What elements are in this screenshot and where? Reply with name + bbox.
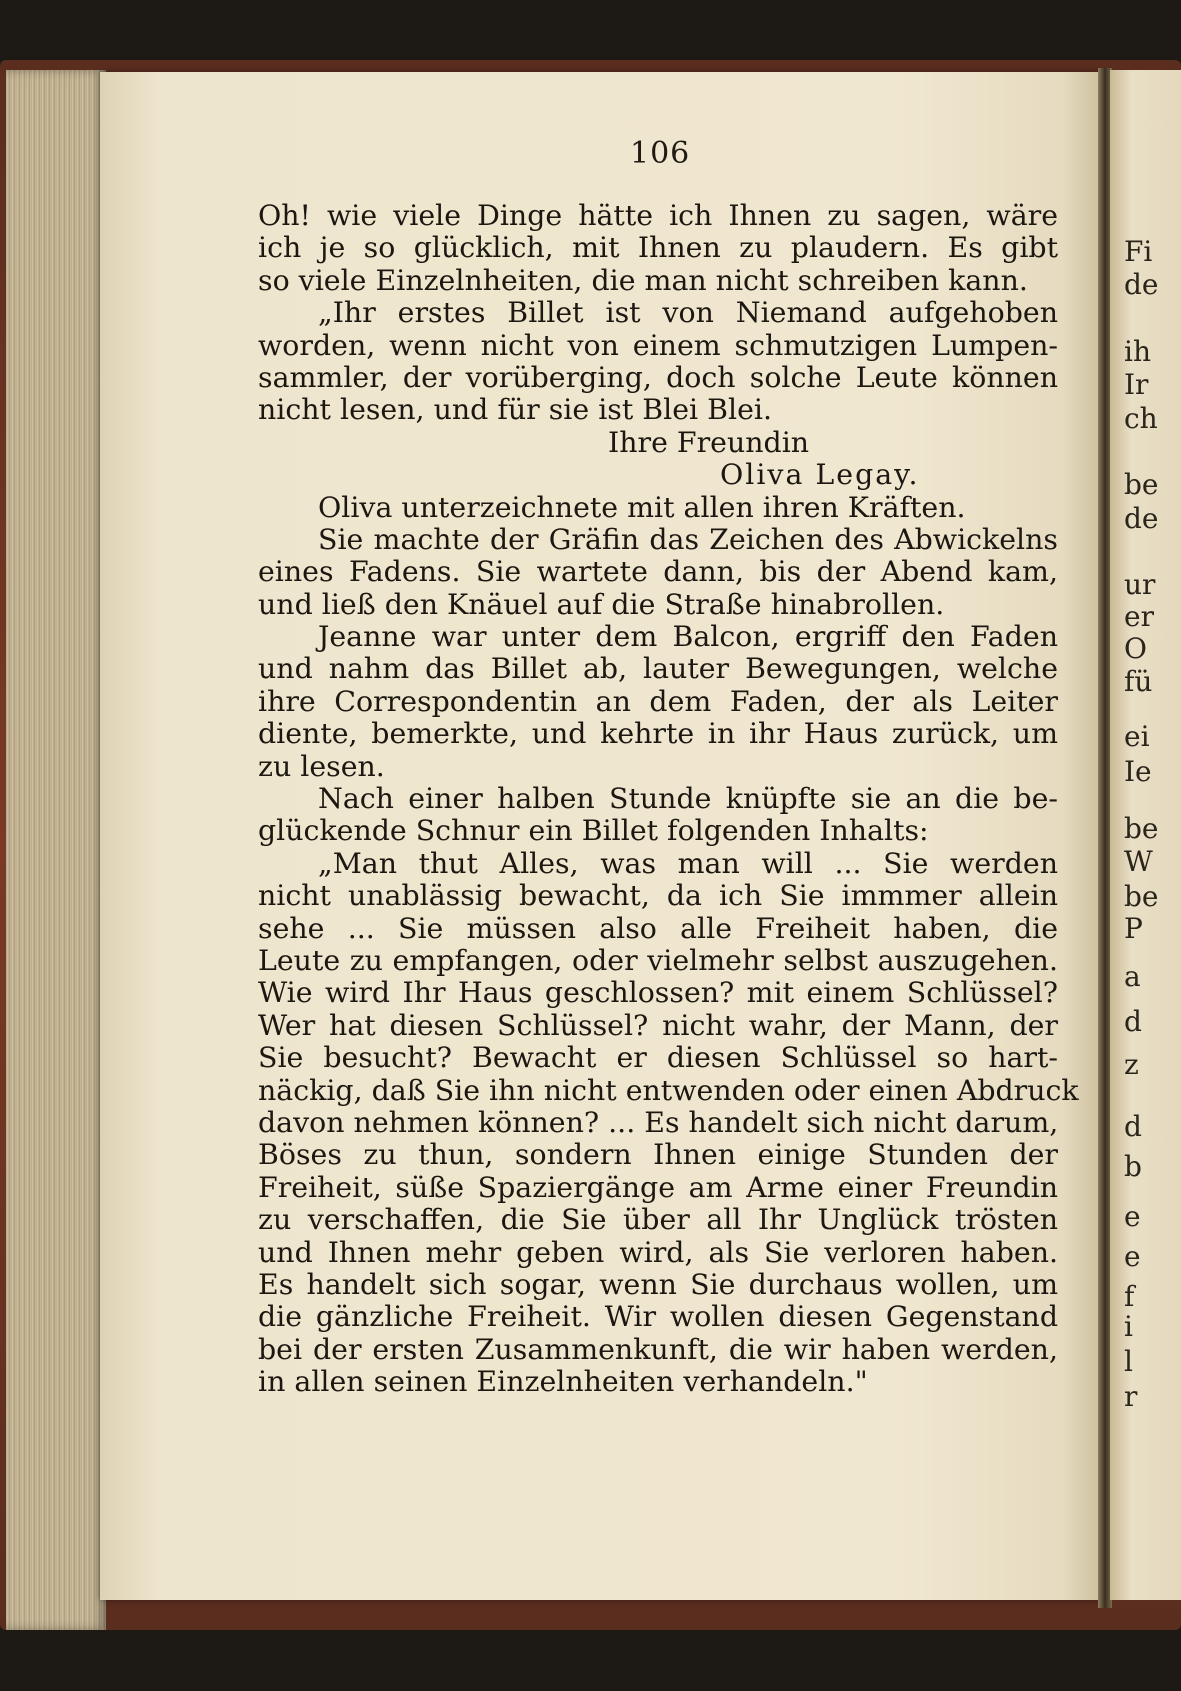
text-line: Wie wird Ihr Haus geschlossen? mit einem Schlüssel? — [258, 976, 1058, 1010]
facing-page-letter: a — [1124, 960, 1141, 993]
facing-page-letter: er — [1124, 600, 1154, 633]
facing-page-letter: de — [1124, 268, 1159, 301]
text-line: eines Fadens. Sie wartete dann, bis der Abend kam, — [258, 555, 1058, 589]
text-line: Böses zu thun, sondern Ihnen einige Stunden der — [258, 1138, 1058, 1172]
text-line: Sie machte der Gräfin das Zeichen des Abwickelns — [318, 522, 1058, 556]
facing-page-letter: be — [1124, 880, 1159, 913]
facing-page-letter: O — [1124, 632, 1147, 665]
facing-page-letter: ei — [1124, 720, 1150, 753]
text-line: zu verschaffen, die Sie über all Ihr Unglück trösten — [258, 1203, 1058, 1237]
facing-page-letter: l — [1124, 1345, 1133, 1378]
facing-page-letter: Ie — [1124, 755, 1152, 788]
facing-page-letter: d — [1124, 1110, 1142, 1143]
facing-page-letter: ih — [1124, 335, 1151, 368]
text-line: glückende Schnur ein Billet folgenden Inhalts: — [258, 814, 929, 848]
facing-page-letter: z — [1124, 1048, 1139, 1081]
page-number: 106 — [630, 136, 691, 171]
text-line: Wer hat diesen Schlüssel? nicht wahr, der Mann, der — [258, 1008, 1058, 1042]
text-line: sammler, der vorüberging, doch solche Leute können — [258, 360, 1058, 394]
text-line: ihre Correspondentin an dem Faden, der als Leiter — [258, 684, 1058, 718]
facing-page-letter: de — [1124, 502, 1159, 535]
facing-page-letter: ch — [1124, 402, 1158, 435]
facing-page-letter: P — [1124, 912, 1143, 945]
text-line: und ließ den Knäuel auf die Straße hinabrollen. — [258, 587, 945, 621]
text-line: Nach einer halben Stunde knüpfte sie an die be- — [318, 782, 1058, 816]
facing-page-letter: e — [1124, 1240, 1141, 1273]
facing-page-letter: e — [1124, 1200, 1141, 1233]
facing-page-letter: fü — [1124, 665, 1153, 698]
signature-name: Oliva Legay. — [720, 458, 920, 492]
text-line: sehe ... Sie müssen also alle Freiheit haben, die — [258, 911, 1058, 945]
text-line: Sie besucht? Bewacht er diesen Schlüssel so hart- — [258, 1041, 1058, 1075]
text-line: Oliva unterzeichnete mit allen ihren Kräften. — [318, 490, 966, 524]
text-line: nicht lesen, und für sie ist Blei Blei. — [258, 393, 772, 427]
text-line: zu lesen. — [258, 749, 385, 783]
text-line: worden, wenn nicht von einem schmutzigen Lumpen- — [258, 328, 1058, 362]
text-line: Freiheit, süße Spaziergänge am Arme einer Freundin — [258, 1170, 1058, 1204]
facing-page-letter: i — [1124, 1310, 1133, 1343]
facing-page-letter: be — [1124, 812, 1159, 845]
text-line: Jeanne war unter dem Balcon, ergriff den Faden — [318, 620, 1058, 654]
text-line: Leute zu empfangen, oder vielmehr selbst auszugehen. — [258, 943, 1058, 977]
facing-page-letter: Fi — [1124, 235, 1153, 268]
text-line: nicht unablässig bewacht, da ich Sie immmer allein — [258, 879, 1058, 913]
text-line: Es handelt sich sogar, wenn Sie durchaus wollen, um — [258, 1267, 1058, 1301]
text-line: ich je so glücklich, mit Ihnen zu plaudern. Es gibt — [258, 231, 1058, 265]
text-line: so viele Einzelnheiten, die man nicht schreiben kann. — [258, 263, 1028, 297]
facing-page-letter: f — [1124, 1280, 1135, 1313]
text-line: diente, bemerkte, und kehrte in ihr Haus zurück, um — [258, 717, 1058, 751]
facing-page-letter: Ir — [1124, 368, 1149, 401]
page-body-text — [258, 199, 1079, 1399]
text-line: die gänzliche Freiheit. Wir wollen diesen Gegenstand — [258, 1300, 1058, 1334]
facing-page-letter: be — [1124, 468, 1159, 501]
facing-page-fragment — [1110, 70, 1181, 1600]
facing-page-letter: r — [1124, 1380, 1138, 1413]
facing-page-letter: d — [1124, 1005, 1142, 1038]
text-line: in allen seinen Einzelnheiten verhandeln." — [258, 1365, 868, 1399]
page-edges — [6, 70, 106, 1630]
text-line: näckig, daß Sie ihn nicht entwenden oder einen Abdruck — [258, 1073, 1079, 1107]
text-line: „Man thut Alles, was man will ... Sie werden — [318, 846, 1058, 880]
facing-page-letter: W — [1124, 845, 1153, 878]
text-line: Oh! wie viele Dinge hätte ich Ihnen zu sagen, wäre — [258, 199, 1058, 232]
facing-page-letter: b — [1124, 1150, 1142, 1183]
text-line: „Ihr erstes Billet ist von Niemand aufgehoben — [318, 296, 1058, 330]
text-line: und nahm das Billet ab, lauter Bewegungen, welche — [258, 652, 1058, 686]
text-line: und Ihnen mehr geben wird, als Sie verloren haben. — [258, 1235, 1058, 1269]
signature-line: Ihre Freundin — [608, 425, 810, 459]
text-line: davon nehmen können? ... Es handelt sich nicht darum, — [258, 1105, 1059, 1139]
facing-page-letter: ur — [1124, 568, 1156, 601]
text-line: bei der ersten Zusammenkunft, die wir haben werden, — [258, 1332, 1058, 1366]
